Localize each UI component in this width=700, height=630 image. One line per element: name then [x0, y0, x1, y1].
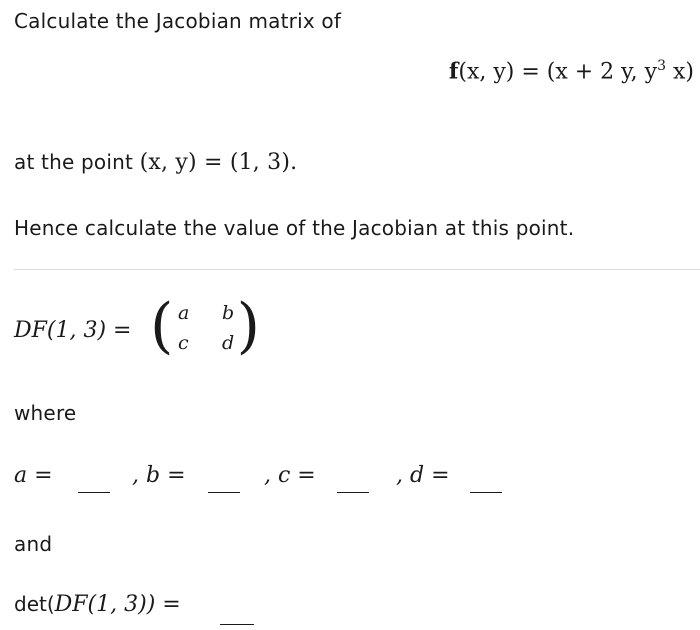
jacobian-label: DF(1, 3) =: [14, 318, 132, 343]
right-paren: ): [236, 291, 260, 361]
hence-text: Hence calculate the value of the Jacobian at this point.: [14, 216, 575, 240]
det-prefix: det(: [14, 592, 55, 616]
answer-a-input[interactable]: [78, 492, 110, 493]
point-math: (x, y) = (1, 3).: [139, 150, 298, 175]
answer-b-label: , b =: [132, 463, 186, 488]
matrix-cell-d: d: [222, 332, 235, 354]
answer-b-input[interactable]: [208, 492, 240, 493]
matrix-cell-a: a: [178, 302, 190, 324]
det-math: DF(1, 3)) =: [54, 592, 181, 617]
matrix-cell-c: c: [178, 332, 189, 354]
matrix-cell-b: b: [222, 302, 235, 324]
where-text: where: [14, 401, 77, 425]
answer-c-input[interactable]: [337, 492, 369, 493]
answer-d-label: , d =: [396, 463, 450, 488]
section-divider: [14, 269, 700, 270]
function-body: (x, y) = (x + 2 y, y: [458, 59, 658, 85]
function-definition: [449, 58, 694, 84]
function-name: f: [448, 58, 459, 85]
answer-d-input[interactable]: [470, 492, 502, 493]
point-statement: [14, 150, 297, 175]
determinant-label: [14, 592, 181, 617]
left-paren: (: [150, 291, 174, 361]
and-text: and: [14, 532, 53, 556]
answer-c-label: , c =: [264, 463, 316, 488]
determinant-input[interactable]: [220, 624, 254, 625]
function-exponent: 3: [657, 58, 667, 74]
function-tail: x): [666, 59, 694, 85]
answer-a-label: a =: [14, 463, 53, 488]
intro-text: Calculate the Jacobian matrix of: [14, 9, 342, 33]
point-prefix: at the point: [14, 150, 140, 174]
jacobian-matrix: [150, 291, 260, 361]
